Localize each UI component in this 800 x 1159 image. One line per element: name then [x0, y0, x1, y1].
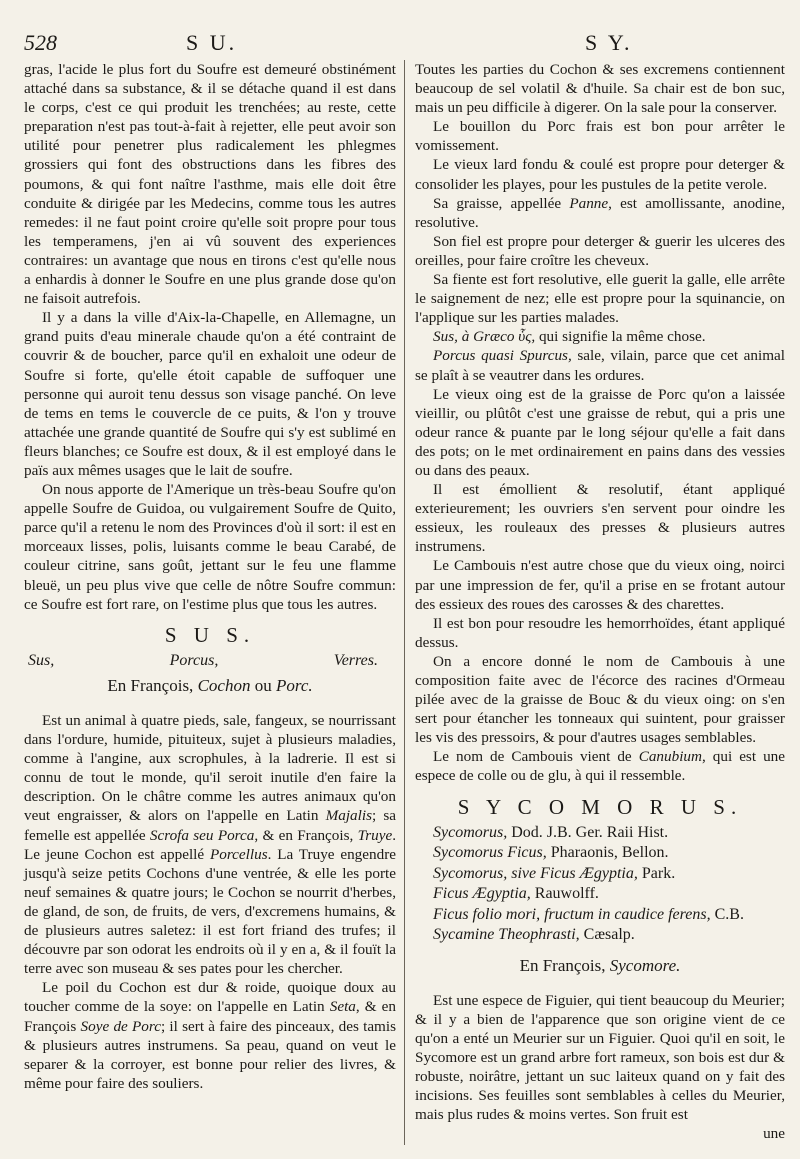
synonym-line [415, 905, 785, 926]
text-run: , est amollissante, anodine, resolutive. [415, 194, 786, 231]
synonym-name: Sycomorus Ficus, [433, 844, 547, 862]
latin-name: Sus, [28, 651, 55, 669]
paragraph: Il y a dans la ville d'Aix-la-Chapelle, en Allemagne, un grand puits d'eau minerale chaude qu'on a été contraint de couvrir & de boucher, parce qu'il en exhaloit une odeur de Soufre si forte, qu'elle étoit capable de suffoquer une personne qui auroit tenu dessus son visage panché. On leve de tems en tems le couvercle de ce puits, & l'on y trouve attachée une grande quantité de Soufre qui s'y est sublimé en fleurs blanches; ce Soufre est doux, & il est employé dans le païs aux mêmes usages que le lait de soufre. [24, 309, 396, 479]
paragraph [24, 978, 396, 1093]
text-run: , & en François [24, 998, 397, 1035]
french-name: Cochon [197, 675, 251, 695]
page-number: 528 [24, 30, 57, 55]
synonym-authority: Cæsalp. [583, 926, 635, 944]
latin-term: Porcus quasi Spurcus, [433, 347, 572, 365]
paragraph: Son fiel est propre pour deterger & guerir les ulceres des oreilles, pour faire croître les cheveux. [415, 232, 785, 269]
paragraph: Sa fiente est fort resolutive, elle guerit la galle, elle arrête le saignement de nez; elle est propre pour la squinancie, on l'applique sur les parties malades. [415, 271, 785, 327]
text-run: . La Truye engendre jusqu'à seize petits Cochons d'une ventrée, & elle les porte neuf semaines & quatre jours; le Cochon se nourrit d'herbes, de gland, de son, de fruits, de vers, d'excremens humains, & de plusieurs autres saletez: il est fort friand des trufes; il découvre par son odorat les endroits où il y en a, & il fouït la terre avec son museau & ses pates pour les chercher. [24, 845, 396, 978]
latin-term: Sus, à Græco ὗς, [433, 328, 536, 346]
latin-term: Majalis [325, 807, 373, 825]
french-name: Sycomore. [609, 955, 681, 975]
synonym-name: Sycomorus, sive Ficus Ægyptia, [433, 864, 638, 882]
paragraph [24, 711, 396, 978]
synonym-authority: Park. [641, 864, 676, 882]
latin-name: Verres. [333, 651, 378, 669]
french-term: Soye de Porc [80, 1017, 161, 1035]
french-name-prefix: En François, [519, 955, 606, 975]
french-name-prefix: En François, [107, 675, 194, 695]
synonym-name: Ficus folio mori, fructum in caudice ferens, [433, 905, 711, 923]
latin-term: Seta [329, 998, 356, 1016]
synonym-authority: C.B. [714, 905, 744, 923]
latin-term: Porcellus [209, 845, 268, 863]
paragraph: Est une espece de Figuier, qui tient beaucoup du Meurier; & il y a bien de l'apparence que son origine vient de ce qu'on a enté un Meurier sur un Figuier. Quoi qu'il en soit, le Sycomore est un grand arbre fort rameux, son bois est dur & robuste, noirâtre, jettant un suc laiteux quand on y fait des incisions. Ses feuilles sont semblables à celles du Meurier, mais plus rudes & moins vertes. Son fruit est [415, 991, 785, 1124]
paragraph: gras, l'acide le plus fort du Soufre est demeuré obstinément attaché dans sa substance, & il se détache quand il est dans le corps, c'est ce qui produit les trenchées; au reste, cette preparation n'est pas tout-à-fait à rejetter, elle peut avoir son utilité pour penetrer plus radicalement les phlegmes grossiers qui font des obstructions dans les fibres des poumons, & qui font naître l'asthme, mais elle doit être conduite & dirigée par les Medecins, comme tous les autres remedes: il ne faut point croire qu'elle soit propre pour tous les temperamens, j'en ai vû souvent des experiences contraires: un avantage que nous en tirons c'est qu'elle nous a enhardis à donner le Soufre en une plus grande dose qu'on ne faisoit autrefois. [24, 61, 396, 308]
paragraph [415, 327, 785, 346]
paragraph [415, 747, 785, 785]
paragraph [415, 194, 785, 232]
synonym-line [415, 823, 785, 844]
text-run: Le poil du Cochon est dur & roide, quoique doux au toucher comme de la soye: on l'appelle en Latin [24, 979, 396, 1016]
paragraph: Le vieux lard fondu & coulé est propre pour deterger & consolider les playes, pour les pustules de la petite verole. [415, 156, 785, 193]
text-run: Le nom de Cambouis vient de [433, 748, 632, 766]
paragraph: On a encore donné le nom de Cambouis à une composition faite avec de l'écorce des racines d'Ormeau pilée avec de la graisse de Bouc & du vieux oing: on s'en sert pour étancher les tonneaux qui suintent, pour graisser les vis des pressoirs, & pour d'autres usages semblables. [415, 652, 785, 747]
paragraph: Le Cambouis n'est autre chose que du vieux oing, noirci par une impression de fer, qu'il a prise en se frotant autour des essieux des roues des carosses & des charettes. [415, 557, 785, 613]
synonym-name: Sycamine Theophrasti, [433, 926, 580, 944]
text-run: qui signifie la même chose. [538, 328, 706, 346]
latin-term: Canubium [638, 748, 702, 766]
synonym-line [415, 843, 785, 864]
paragraph: Il est émollient & resolutif, étant appliqué exterieurement; les ouvriers s'en servent pour oindre les essieux, les rouleaux des presses & plusieurs autres instrumens. [415, 481, 785, 556]
right-column [415, 60, 785, 1144]
column-divider [404, 60, 405, 1145]
paragraph: Le bouillon du Porc frais est bon pour arrêter le vomissement. [415, 118, 785, 155]
synonym-authority: Rauwolff. [534, 885, 599, 903]
paragraph: On nous apporte de l'Amerique un très-beau Soufre qu'on appelle Soufre de Guidoa, ou vulgairement Soufre de Quito, parce qu'il a retenu le nom des Provinces d'où il sort: il est en morceaux lisses, polis, luisants comme le beau Carabé, de couleur citrine, sans goût, jettant sur le feu une flamme bleuë, un peu plus vive que celle de nôtre Soufre commun: ce Soufre est fort rare, on l'estime plus que tous les autres. [24, 481, 396, 613]
synonym-authority: Dod. J.B. Ger. Raii Hist. [511, 823, 669, 841]
synonym-line [415, 864, 785, 885]
synonym-name: Ficus Ægyptia, [433, 885, 531, 903]
french-name-line [415, 956, 785, 975]
text-run: , & en François, [254, 826, 354, 844]
synonym-line [415, 925, 785, 946]
text-run: ; sa femelle est appellée [24, 807, 397, 844]
section-heading-sus: S U S. [164, 622, 256, 647]
catchword: une [763, 1125, 785, 1143]
page-header [0, 22, 800, 58]
latin-name: Porcus, [169, 651, 219, 669]
conjunction: ou [254, 675, 272, 695]
paragraph [415, 346, 785, 384]
right-running-head: S Y. [585, 30, 633, 55]
synonym-line [415, 884, 785, 905]
paragraph: Il est bon pour resoudre les hemorrhoïdes, étant appliqué dessus. [415, 614, 785, 651]
french-term: Truye [357, 826, 393, 844]
text-run: , qui est une espece de colle ou de glu, à qui il ressemble. [415, 748, 785, 785]
left-column [24, 60, 396, 1093]
synonym-name: Sycomorus, [433, 823, 508, 841]
paragraph: Toutes les parties du Cochon & ses excremens contiennent beaucoup de sel volatil & d'huile. Sa chair est de bon suc, mais un peu difficile à digerer. On la sale pour la conserver. [415, 61, 785, 117]
text-run: ; il sert à faire des pinceaux, des tamis & plusieurs autres instrumens. Sa peau, quand on veut le separer & la corroyer, est bonne pour relier des livres, & même pour faire des souliers. [24, 1017, 397, 1092]
french-name: Porc. [275, 675, 313, 695]
paragraph: Le vieux oing est de la graisse de Porc qu'on a laissée vieillir, ou plûtôt c'est une graisse de rebut, qui a pris une odeur rance & puante par le long séjour qu'elle a fait dans des pots; on le met ordinairement en pains dans des vessies ou dans des peaux. [415, 385, 785, 479]
text-run: . Le jeune Cochon est appellé [24, 826, 397, 863]
french-term: Panne [569, 194, 609, 212]
text-run: Est un animal à quatre pieds, sale, fangeux, se nourrissant dans l'ordure, humide, pituiteux, sujet à plusieurs maladies, comme à l'angine, aux scrophules, à la ladrerie. Il est si connu de tout le monde, qu'il seroit inutile d'en faire la description. On le châtre comme les autres animaux qu'on veut engraisser, & alors on l'appelle en Latin [24, 712, 396, 825]
text-run: sale, vilain, parce que cet animal se plaît à se veautrer dans les ordures. [415, 347, 786, 384]
latin-term: Scrofa seu Porca [149, 826, 255, 844]
left-running-head: S U. [186, 30, 238, 55]
synonym-authority: Pharaonis, Bellon. [550, 844, 669, 862]
latin-names [28, 651, 378, 670]
section-heading-sycomorus: S Y C O M O R U S. [457, 794, 743, 819]
french-name-line [24, 676, 396, 695]
text-run: Sa graisse, appellée [433, 194, 562, 212]
